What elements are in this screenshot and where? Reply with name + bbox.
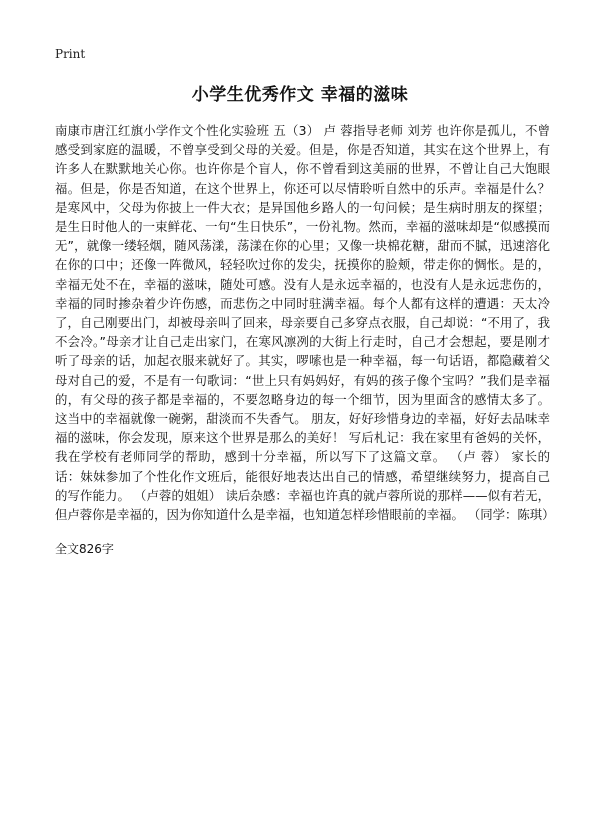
- article-title: 小学生优秀作文 幸福的滋味: [191, 85, 409, 105]
- word-count: 全文826字: [55, 542, 114, 556]
- print-label: Print: [55, 47, 86, 61]
- article-body: 南康市唐江红旗小学作文个性化实验班 五（3） 卢 蓉指导老师 刘芳 也许你是孤儿，不曾感受到家庭的温暖，不曾享受到父母的关爱。但是，你是否知道，其实在这个世界上，有许多人在默默地关心你。也许你是个盲人，你不曾看到这美丽的世界，不曾让自己大饱眼福。但是，你是否知道，在这个世界上，你还可以尽情聆听自然中的乐声。幸福是什么？是寒风中，父母为你披上一件大衣；是异国他乡路人的一句问候；是生病时朋友的探望；是生日时他人的一束鲜花、一句“生日快乐”，一份礼物。然而，幸福的滋味却是“似感摸而无”，就像一缕轻烟，随风荡漾，荡漾在你的心里；又像一块棉花糖，甜而不腻，迅速溶化在你的口中；还像一阵微风，轻轻吹过你的发尖，抚摸你的脸颊，带走你的惆怅。是的，幸福无处不在，幸福的滋味，随处可感。没有人是永远幸福的，也没有人是永远悲伤的，幸福的同时掺杂着少许伤感，而悲伤之中同时驻满幸福。每个人都有这样的遭遇：天太冷了，自己刚要出门，却被母亲叫了回来，母亲要自己多穿点衣服，自己却说：“不用了，我不会冷。”母亲才让自己走出家门，在寒风凛冽的大街上行走时，自己才会想起，要是刚才听了母亲的话，加起衣服来就好了。其实，啰嗦也是一种幸福，每一句话语，都隐藏着父母对自己的爱，不是有一句歌词：“世上只有妈妈好，有妈的孩子像个宝吗？”我们是幸福的，有父母的孩子都是幸福的，不要忽略身边的每一个细节，因为里面含的感情太多了。这当中的幸福就像一碗粥，甜淡而不失香气。 朋友，好好珍惜身边的幸福，好好去品味幸福的滋味，你会发现，原来这个世界是那么的美好！ 写后札记：我在家里有爸妈的关怀，我在学校有老师同学的帮助，感到十分幸福，所以写下了这篇文章。 （卢 蓉） 家长的话：妹妹参加了个性化作文班后，能很好地表达出自己的情感，希望继续努力，提高自己的写作能力。 （卢蓉的姐姐） 读后杂感：幸福也许真的就卢蓉所说的那样——似有若无，但卢蓉你是幸福的，因为你知道什么是幸福，也知道怎样珍惜眼前的幸福。 （同学：陈琪）: [55, 123, 555, 523]
